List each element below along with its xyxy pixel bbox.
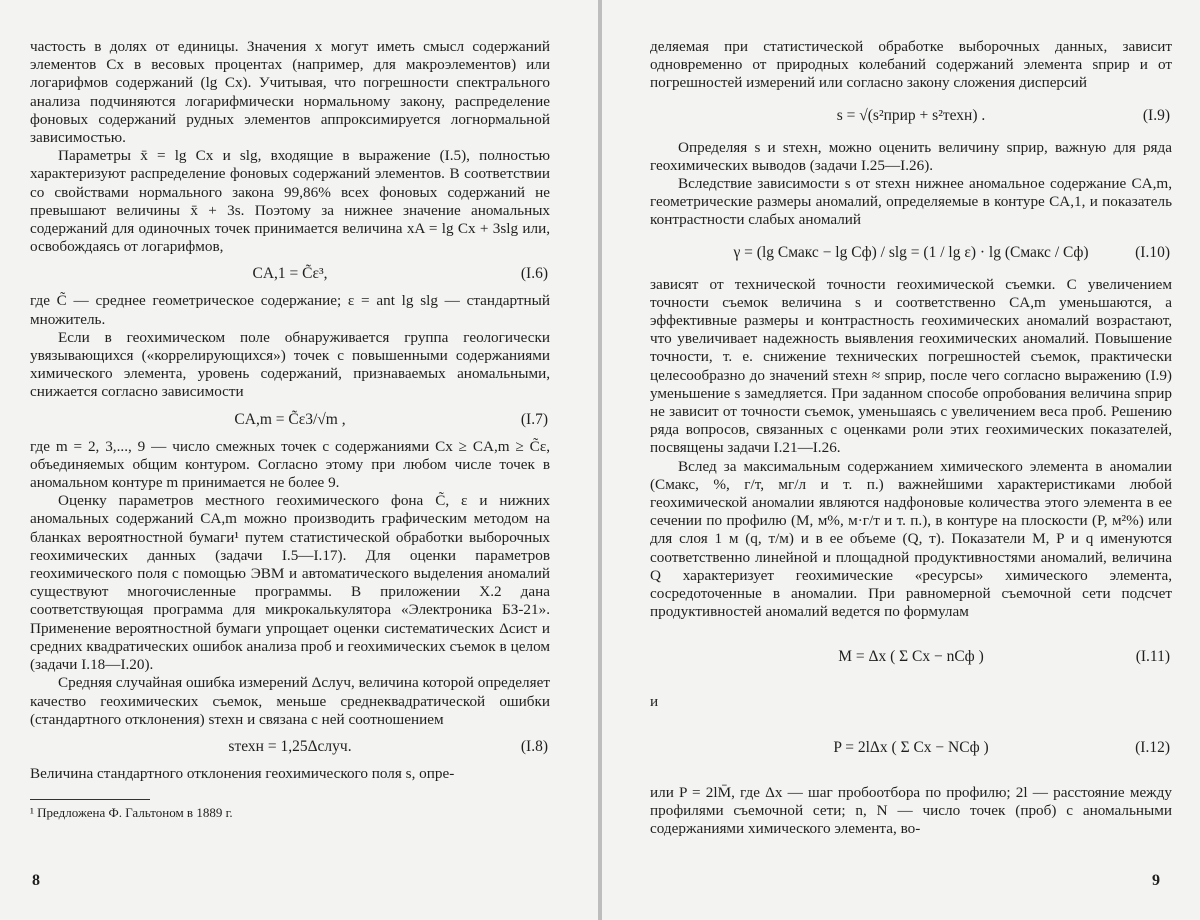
equation-number: (I.10) xyxy=(1135,243,1170,261)
equation-I9 xyxy=(650,93,1172,139)
page-number: 8 xyxy=(32,872,40,889)
paragraph: где m = 2, 3,..., 9 — число смежных точек с содержаниями Cx ≥ CA,m ≥ C̃ε, объединяемых общим контуром. Согласно этому при любом числе точек в аномальном контуре m принимается не более 9. xyxy=(30,437,550,492)
paragraph: Средняя случайная ошибка измерений Δслуч, величина которой определяет качество геохимических съемок, меньше среднеквадратической ошибки (стандартного отклонения) sтехн и связана с ней соотношением xyxy=(30,674,550,728)
paragraph: Параметры x̄ = lg Cx и slg, входящие в выражение (I.5), полностью характеризуют распределение фоновых содержаний элементов. В соответствии со свойствами нормального закона 99,86% всех фоновых содержаний не превышают величины x̄ + 3s. Поэтому за нижнее значение аномальных содержаний для одиночных точек принимается величина xA = lg Cx + 3slg или, освобождаясь от логарифмов, xyxy=(30,147,550,256)
formula: CA,1 = C̃ε³, xyxy=(252,265,328,283)
right-page xyxy=(602,0,1200,920)
equation-number: (I.6) xyxy=(520,265,548,283)
left-text-column xyxy=(30,38,550,822)
equation-I12 xyxy=(650,712,1172,784)
equation-number: (I.7) xyxy=(520,410,548,428)
paragraph: частость в долях от единицы. Значения x могут иметь смысл содержаний элементов Cx в весовых процентах (например, для макроэлементов) или логарифмов содержаний (lg Cx). Учитывая, что погрешности спектрального анализа подчиняются логарифмически нормальному закону, распределение фоновых содержаний рудных элементов аппроксимируется логнормальной зависимостью. xyxy=(30,38,550,147)
equation-I7 xyxy=(30,402,550,438)
equation-number: (I.12) xyxy=(1135,738,1170,756)
formula: s = √(s²прир + s²техн) . xyxy=(836,106,986,124)
paragraph: или P = 2lM̄, где Δx — шаг пробоотбора по профилю; 2l — расстояние между профилями съемочной сети; n, N — число точек (проб) с аномальными содержаниями химического элемента, во- xyxy=(650,783,1172,838)
page-number: 9 xyxy=(1152,872,1160,889)
formula: CA,m = C̃ε3/√m , xyxy=(234,410,346,428)
and-word: и xyxy=(650,693,659,711)
paragraph: Вслед за максимальным содержанием химического элемента в аномалии (Cмакс, %, г/т, мг/л и т. п.) важнейшими характеристиками любой геохимической аномалии являются надфоновые количества этого элемента в ее сечении по профилю (M, м%, м·г/т и т. п.), в контуре на плоскости (P, м²%) или для слоя 1 м (q, т/м) и в ее объеме (Q, т). Показатели M, P и q именуются соответственно линейной и площадной продуктивностями аномалий, величина Q характеризует геохимические «ресурсы» химического элемента, сосредоточенные в аномалии. При равномерной съемочной сети подсчет продуктивностей аномалий ведется по формулам xyxy=(650,457,1172,621)
equation-number: (I.9) xyxy=(1142,106,1170,124)
formula: P = 2lΔx ( Σ Cx − NCф ) xyxy=(833,738,989,756)
equation-I10 xyxy=(650,230,1172,276)
paragraph: Определяя s и sтехн, можно оценить величину sприр, важную для ряда геохимических выводов (задачи I.25—I.26). xyxy=(650,138,1172,174)
paragraph: где C̃ — среднее геометрическое содержание; ε = ant lg slg — стандартный множитель. xyxy=(30,292,550,328)
paragraph: Вследствие зависимости s от sтехн нижнее аномальное содержание CA,m, геометрические размеры аномалий, определяемые в контуре CA,1, и показатель контрастности слабых аномалий xyxy=(650,175,1172,229)
paragraph: Величина стандартного отклонения геохимического поля s, опре- xyxy=(30,764,455,782)
formula: M = Δx ( Σ Cx − nCф ) xyxy=(838,648,984,666)
equation-I11 xyxy=(650,621,1172,693)
equation-number: (I.11) xyxy=(1135,648,1170,666)
formula: γ = (lg Cмакс − lg Cф) / slg = (1 / lg ε) · lg (Cмакс / Cф) xyxy=(733,243,1089,261)
paragraph: Если в геохимическом поле обнаруживается группа геологически увязывающихся («коррелирующихся») точек с повышенными содержаниями химического элемента, уровень содержаний, признаваемых аномальными, снижается согласно зависимости xyxy=(30,328,550,401)
right-text-column xyxy=(650,38,1172,838)
footnote: ¹ Предложена Ф. Гальтоном в 1889 г. xyxy=(30,805,233,821)
paragraph: деляемая при статистической обработке выборочных данных, зависит одновременно от природных колебаний содержаний элемента sприр и от погрешностей измерений или согласно закону сложения дисперсий xyxy=(650,38,1172,92)
paragraph: зависят от технической точности геохимической съемки. С увеличением точности съемок величина s и соответственно CA,m уменьшаются, а эффективные размеры и контрастность геохимических аномалий возрастают, что увеличивает надежность выявления геохимических аномалий. Повышение точности, т. е. снижение технических погрешностей съемок, практически целесообразно до значений sтехн ≈ sприр, после чего согласно выражению (I.9) уменьшение s замедляется. При заданном способе опробования величина sприр не зависит от точности съемок, уменьшаясь с увеличением веса проб. Решению ряда вопросов, связанных с оценками роли этих геохимических показателей, посвящены задачи I.21—I.26. xyxy=(650,275,1172,457)
formula: sтехн = 1,25Δслуч. xyxy=(228,737,352,755)
equation-I6 xyxy=(30,256,550,292)
equation-I8 xyxy=(30,729,550,765)
footnote-rule xyxy=(30,799,150,800)
paragraph: Оценку параметров местного геохимического фона C̃, ε и нижних аномальных содержаний CA,m можно производить графическим методом на бланках вероятностной бумаги¹ путем статистической обработки выборочных геохимических данных (задачи I.5—I.17). Для оценки параметров геохимического поля с помощью ЭВМ и автоматического выделения аномалий существуют многочисленные программы. В приложении X.2 дана соответствующая программа для микрокалькулятора «Электроника БЗ-21». Применение вероятностной бумаги упрощает оценки систематических Δсист и средних квадратических ошибок анализа проб и геохимических съемок в целом (задачи I.18—I.20). xyxy=(30,492,550,674)
left-page xyxy=(0,0,598,920)
equation-number: (I.8) xyxy=(520,737,548,755)
